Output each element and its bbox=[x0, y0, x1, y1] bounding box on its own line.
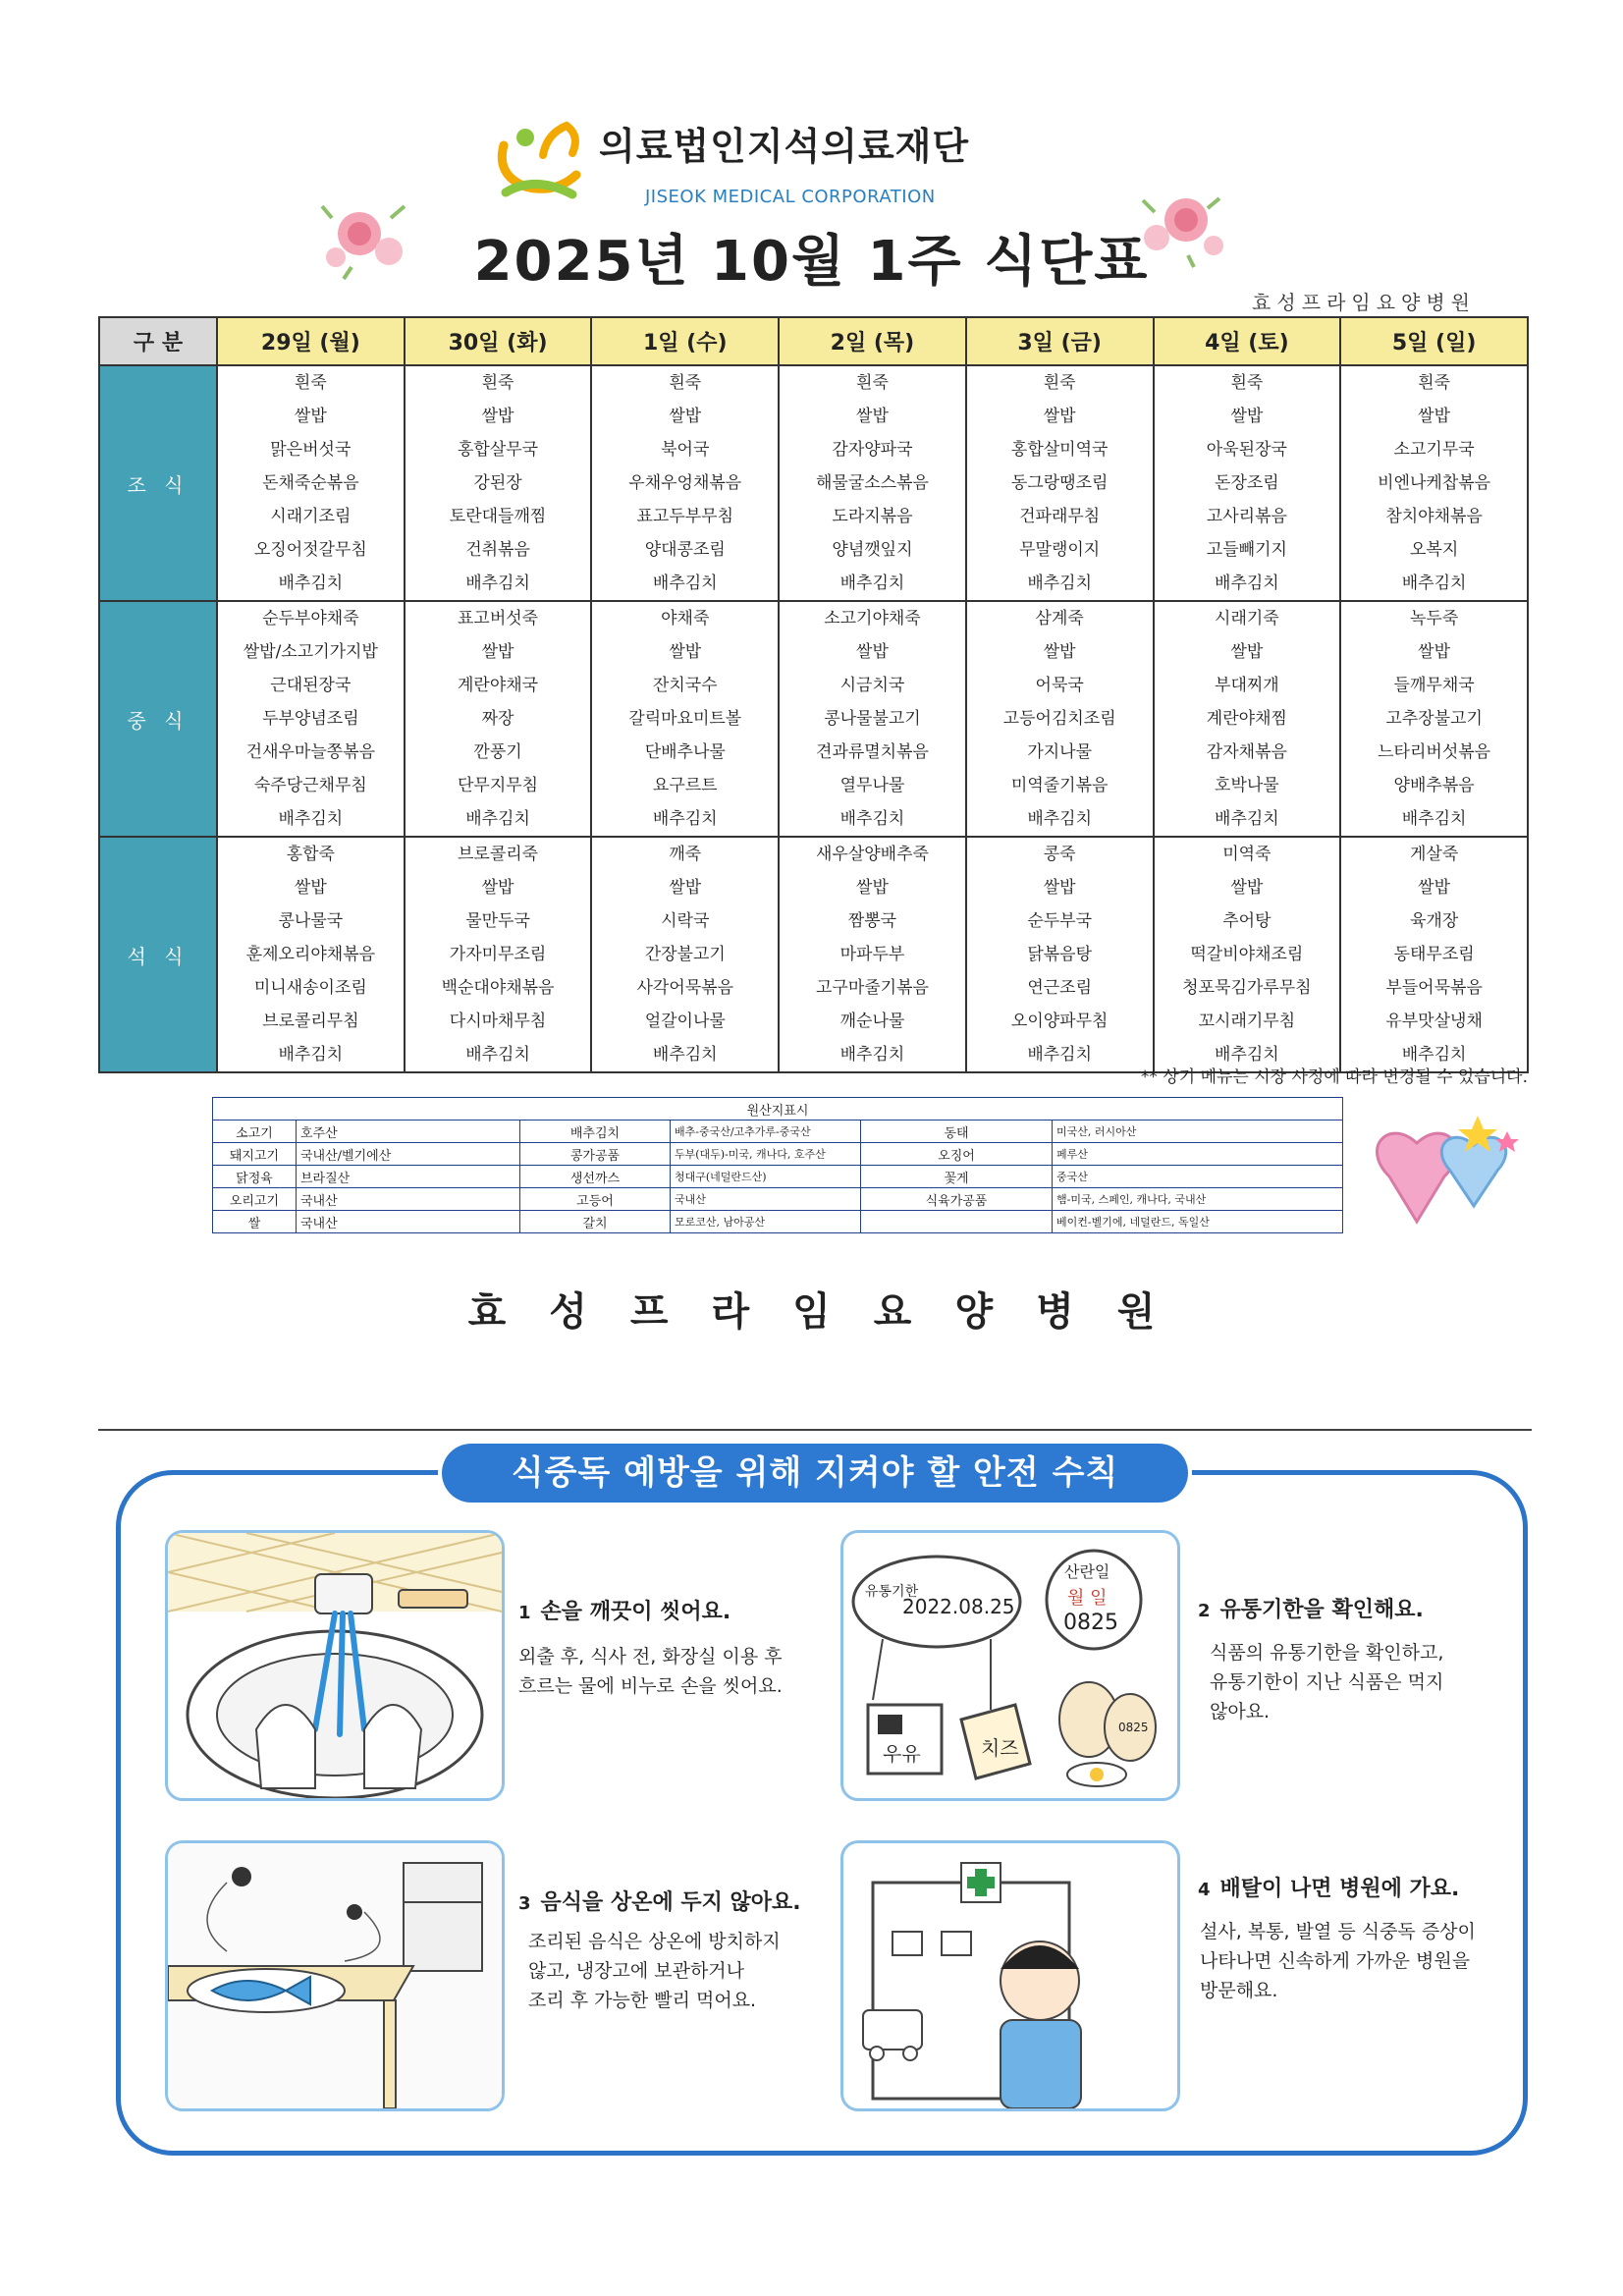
tip-2-number: 2 bbox=[1198, 1601, 1211, 1621]
laying-label: 산란일 bbox=[1064, 1562, 1110, 1581]
menu-cell bbox=[591, 365, 779, 601]
menu-item: 배추김치 bbox=[1401, 809, 1467, 829]
menu-cell bbox=[966, 601, 1154, 837]
menu-item: 배추김치 bbox=[652, 574, 718, 593]
menu-item: 미역죽 bbox=[1222, 845, 1271, 864]
tip-1-title-text: 손을 깨끗이 씻어요. bbox=[540, 1600, 731, 1624]
origin-country: 베이컨-벨기에, 네덜란드, 독일산 bbox=[1053, 1211, 1343, 1233]
menu-cell bbox=[779, 365, 966, 601]
tip-4-line: 나타나면 신속하게 가까운 병원을 bbox=[1200, 1950, 1471, 1972]
menu-item: 건파래무침 bbox=[1019, 507, 1101, 526]
menu-item: 콩죽 bbox=[1043, 845, 1076, 864]
food-safety-banner: 식중독 예방을 위해 지켜야 할 안전 수칙 bbox=[442, 1444, 1188, 1503]
origin-item: 쌀 bbox=[213, 1211, 297, 1233]
menu-item: 새우살양배추죽 bbox=[815, 845, 929, 864]
menu-item: 배추김치 bbox=[278, 1045, 344, 1065]
menu-item: 쌀밥 bbox=[1230, 878, 1264, 898]
menu-item: 고사리볶음 bbox=[1206, 507, 1287, 526]
tip-3-text bbox=[528, 1927, 781, 2015]
menu-item: 오이양파무침 bbox=[1010, 1011, 1109, 1031]
menu-item: 쌀밥 bbox=[1230, 642, 1264, 662]
menu-item: 가자미무조림 bbox=[449, 945, 547, 964]
menu-item: 육개장 bbox=[1409, 911, 1459, 931]
menu-item: 닭볶음탕 bbox=[1027, 945, 1093, 964]
milk-label: 우유 bbox=[883, 1742, 921, 1766]
menu-item: 흰죽 bbox=[481, 373, 514, 393]
menu-item: 동태무조림 bbox=[1393, 945, 1475, 964]
menu-item: 미역줄기볶음 bbox=[1010, 776, 1109, 795]
origin-item: 동태 bbox=[861, 1121, 1053, 1143]
day-header: 4일 (토) bbox=[1154, 317, 1341, 365]
menu-item: 콩나물불고기 bbox=[824, 709, 921, 729]
menu-item: 삼계죽 bbox=[1035, 609, 1084, 629]
menu-item: 배추김치 bbox=[278, 574, 344, 593]
menu-cell bbox=[779, 837, 966, 1072]
menu-item: 어묵국 bbox=[1035, 676, 1084, 695]
menu-item: 순두부국 bbox=[1027, 911, 1093, 931]
menu-item: 쌀밥 bbox=[856, 407, 889, 426]
tip-4-line: 설사, 복통, 발열 등 식중독 증상이 bbox=[1200, 1921, 1476, 1942]
menu-item: 배추김치 bbox=[465, 809, 530, 829]
meal-label: 중 식 bbox=[99, 601, 217, 837]
menu-item: 맑은버섯국 bbox=[270, 440, 352, 460]
menu-item: 감자채볶음 bbox=[1206, 742, 1287, 762]
tip-2-line: 유통기한이 지난 식품은 먹지 bbox=[1210, 1671, 1444, 1693]
origin-item: 소고기 bbox=[213, 1121, 297, 1143]
menu-item: 배추김치 bbox=[652, 809, 718, 829]
menu-cell bbox=[405, 365, 592, 601]
menu-item: 시래기죽 bbox=[1215, 609, 1279, 629]
menu-item: 훈제오리야채볶음 bbox=[245, 945, 376, 964]
expiry-date: 2022.08.25 bbox=[902, 1595, 1015, 1618]
origin-item: 꽃게 bbox=[861, 1166, 1053, 1188]
origin-table bbox=[212, 1097, 1343, 1233]
origin-item: 콩가공품 bbox=[520, 1143, 671, 1166]
origin-country: 브라질산 bbox=[297, 1166, 520, 1188]
menu-item: 게살죽 bbox=[1409, 845, 1459, 864]
menu-item: 단무지무침 bbox=[457, 776, 539, 795]
expiry-date-illustration-icon bbox=[840, 1530, 1180, 1801]
menu-cell bbox=[405, 837, 592, 1072]
menu-item: 쌀밥 bbox=[669, 642, 702, 662]
meal-row bbox=[99, 365, 1528, 601]
menu-item: 간장불고기 bbox=[644, 945, 726, 964]
menu-item: 사각어묵볶음 bbox=[636, 978, 734, 998]
origin-row bbox=[213, 1188, 1343, 1211]
menu-item: 건새우마늘쫑볶음 bbox=[245, 742, 376, 762]
menu-item: 요구르트 bbox=[652, 776, 718, 795]
menu-item: 고등어김치조림 bbox=[1002, 709, 1116, 729]
menu-cell bbox=[1340, 365, 1528, 601]
hospital-illustration-icon bbox=[840, 1840, 1180, 2111]
menu-item: 백순대야채볶음 bbox=[441, 978, 555, 998]
menu-item: 흰죽 bbox=[856, 373, 889, 393]
meal-row bbox=[99, 837, 1528, 1072]
origin-country: 호주산 bbox=[297, 1121, 520, 1143]
menu-item: 고추장불고기 bbox=[1385, 709, 1483, 729]
tip-3-number: 3 bbox=[518, 1893, 531, 1914]
menu-item: 돈장조림 bbox=[1215, 473, 1279, 493]
origin-item: 식육가공품 bbox=[861, 1188, 1053, 1211]
menu-item: 배추김치 bbox=[839, 1045, 905, 1065]
tip-4-title bbox=[1198, 1872, 1459, 1902]
menu-item: 시금치국 bbox=[839, 676, 905, 695]
origin-row bbox=[213, 1166, 1343, 1188]
menu-item: 쌀밥 bbox=[1418, 878, 1451, 898]
menu-item: 쌀밥 bbox=[1418, 407, 1451, 426]
menu-item: 쌀밥 bbox=[669, 407, 702, 426]
origin-country: 모로코산, 남아공산 bbox=[671, 1211, 861, 1233]
menu-item: 시락국 bbox=[661, 911, 710, 931]
menu-item: 들깨무채국 bbox=[1393, 676, 1475, 695]
menu-cell bbox=[591, 601, 779, 837]
origin-row bbox=[213, 1143, 1343, 1166]
tip-1-title bbox=[518, 1595, 730, 1625]
day-header: 2일 (목) bbox=[779, 317, 966, 365]
menu-item: 부들어묵볶음 bbox=[1385, 978, 1483, 998]
tip-1-line: 흐르는 물에 비누로 손을 씻어요. bbox=[518, 1675, 783, 1697]
origin-item: 닭정육 bbox=[213, 1166, 297, 1188]
menu-item: 배추김치 bbox=[465, 574, 530, 593]
menu-item: 고구마줄기볶음 bbox=[815, 978, 929, 998]
menu-item: 근대된장국 bbox=[270, 676, 352, 695]
menu-item: 두부양념조림 bbox=[262, 709, 359, 729]
expiry-label: 유통기한 bbox=[865, 1584, 919, 1600]
menu-item: 쌀밥 bbox=[481, 407, 514, 426]
menu-item: 배추김치 bbox=[1215, 574, 1279, 593]
origin-country: 미국산, 러시아산 bbox=[1053, 1121, 1343, 1143]
menu-item: 쌀밥 bbox=[294, 407, 327, 426]
menu-cell bbox=[591, 837, 779, 1072]
laying-md: 월 일 bbox=[1067, 1588, 1108, 1609]
tip-2-line: 식품의 유통기한을 확인하고, bbox=[1210, 1642, 1444, 1664]
menu-item: 우채우엉채볶음 bbox=[628, 473, 742, 493]
origin-item: 오징어 bbox=[861, 1143, 1053, 1166]
menu-item: 떡갈비야채조림 bbox=[1190, 945, 1304, 964]
menu-item: 배추김치 bbox=[1215, 809, 1279, 829]
origin-country: 배추-중국산/고추가루-중국산 bbox=[671, 1121, 861, 1143]
menu-item: 짜장 bbox=[481, 709, 514, 729]
menu-item: 쌀밥 bbox=[1418, 642, 1451, 662]
menu-item: 배추김치 bbox=[1027, 809, 1093, 829]
menu-item: 오복지 bbox=[1409, 540, 1459, 560]
tip-4-line: 방문해요. bbox=[1200, 1980, 1278, 2001]
menu-item: 비엔나케찹볶음 bbox=[1378, 473, 1491, 493]
menu-item: 양배추볶음 bbox=[1393, 776, 1475, 795]
menu-item: 미니새송이조림 bbox=[253, 978, 367, 998]
menu-item: 홍합살무국 bbox=[457, 440, 539, 460]
menu-item: 쌀밥 bbox=[669, 878, 702, 898]
menu-item: 배추김치 bbox=[652, 1045, 718, 1065]
menu-item: 오징어젓갈무침 bbox=[253, 540, 367, 560]
tip-3-line: 조리 후 가능한 빨리 먹어요. bbox=[528, 1990, 757, 2011]
meal-row bbox=[99, 601, 1528, 837]
day-header: 30일 (화) bbox=[405, 317, 592, 365]
page-title: 2025년 10월 1주 식단표 bbox=[473, 230, 1150, 294]
day-header: 5일 (일) bbox=[1340, 317, 1528, 365]
origin-country: 국내산/벨기에산 bbox=[297, 1143, 520, 1166]
menu-header-row bbox=[99, 317, 1528, 365]
menu-item: 물만두국 bbox=[465, 911, 530, 931]
origin-country: 페루산 bbox=[1053, 1143, 1343, 1166]
menu-item: 계란야채찜 bbox=[1206, 709, 1287, 729]
menu-cell bbox=[405, 601, 592, 837]
menu-item: 마파두부 bbox=[839, 945, 905, 964]
menu-item: 콩나물국 bbox=[278, 911, 344, 931]
menu-cell bbox=[217, 837, 405, 1072]
origin-item bbox=[861, 1211, 1053, 1233]
menu-item: 부대찌개 bbox=[1215, 676, 1279, 695]
menu-item: 야채죽 bbox=[661, 609, 710, 629]
menu-item: 소고기무국 bbox=[1393, 440, 1475, 460]
menu-item: 단배추나물 bbox=[644, 742, 726, 762]
menu-item: 양대콩조림 bbox=[644, 540, 726, 560]
menu-item: 동그랑땡조림 bbox=[1010, 473, 1109, 493]
origin-row bbox=[213, 1121, 1343, 1143]
tip-3-line: 조리된 음식은 상온에 방치하지 bbox=[528, 1931, 781, 1952]
divider bbox=[98, 1429, 1532, 1431]
tip-1-line: 외출 후, 식사 전, 화장실 이용 후 bbox=[518, 1646, 783, 1667]
menu-item: 짬뽕국 bbox=[847, 911, 897, 931]
menu-item: 무말랭이지 bbox=[1019, 540, 1101, 560]
origin-country: 국내산 bbox=[297, 1211, 520, 1233]
food-room-temperature-illustration-icon bbox=[165, 1840, 505, 2111]
corner-label: 구 분 bbox=[99, 317, 217, 365]
tip-1-number: 1 bbox=[518, 1603, 531, 1623]
menu-item: 배추김치 bbox=[1215, 1045, 1279, 1065]
origin-country: 두부(대두)-미국, 캐나다, 호주산 bbox=[671, 1143, 861, 1166]
origin-item: 갈치 bbox=[520, 1211, 671, 1233]
menu-item: 도라지볶음 bbox=[832, 507, 913, 526]
origin-country: 청대구(네덜란드산) bbox=[671, 1166, 861, 1188]
cheese-label: 치즈 bbox=[981, 1736, 1019, 1760]
menu-item: 홍합살미역국 bbox=[1010, 440, 1109, 460]
tip-2-line: 않아요. bbox=[1210, 1701, 1271, 1722]
menu-item: 가지나물 bbox=[1027, 742, 1093, 762]
menu-item: 쌀밥 bbox=[1043, 407, 1076, 426]
menu-item: 잔치국수 bbox=[652, 676, 718, 695]
menu-item: 느타리버섯볶음 bbox=[1378, 742, 1491, 762]
origin-country: 중국산 bbox=[1053, 1166, 1343, 1188]
menu-item: 아욱된장국 bbox=[1206, 440, 1287, 460]
hospital-name-small: 효성프라임요양병원 bbox=[1252, 291, 1476, 314]
menu-item: 쌀밥 bbox=[481, 642, 514, 662]
hearts-decoration-icon bbox=[1360, 1108, 1537, 1245]
menu-item: 깨순나물 bbox=[839, 1011, 905, 1031]
menu-item: 녹두죽 bbox=[1409, 609, 1459, 629]
menu-item: 배추김치 bbox=[1401, 1045, 1467, 1065]
menu-item: 흰죽 bbox=[669, 373, 702, 393]
day-header: 29일 (월) bbox=[217, 317, 405, 365]
menu-item: 쌀밥/소고기가지밥 bbox=[243, 642, 378, 662]
menu-item: 강된장 bbox=[473, 473, 522, 493]
menu-item: 돈채죽순볶음 bbox=[262, 473, 359, 493]
menu-item: 시래기조림 bbox=[270, 507, 352, 526]
menu-item: 해물굴소스볶음 bbox=[815, 473, 929, 493]
menu-item: 감자양파국 bbox=[832, 440, 913, 460]
menu-item: 얼갈이나물 bbox=[644, 1011, 726, 1031]
menu-cell bbox=[1154, 601, 1341, 837]
menu-item: 쌀밥 bbox=[1043, 878, 1076, 898]
menu-item: 숙주당근채무침 bbox=[253, 776, 367, 795]
menu-item: 유부맛살냉채 bbox=[1385, 1011, 1483, 1031]
menu-item: 쌀밥 bbox=[1043, 642, 1076, 662]
menu-item: 연근조림 bbox=[1027, 978, 1093, 998]
menu-item: 배추김치 bbox=[839, 574, 905, 593]
menu-cell bbox=[1340, 601, 1528, 837]
egg-code: 0825 bbox=[1118, 1721, 1149, 1734]
tip-3-title bbox=[518, 1886, 801, 1916]
origin-country: 국내산 bbox=[671, 1188, 861, 1211]
tip-1-text bbox=[518, 1642, 783, 1701]
menu-item: 양념깻잎지 bbox=[832, 540, 913, 560]
menu-item: 꼬시래기무침 bbox=[1198, 1011, 1296, 1031]
menu-item: 고들빼기지 bbox=[1206, 540, 1287, 560]
menu-item: 배추김치 bbox=[839, 809, 905, 829]
menu-change-note: ** 상기 메뉴는 시장 사정에 따라 변경될 수 있습니다. bbox=[1140, 1067, 1528, 1087]
weekly-menu-table bbox=[98, 316, 1529, 1073]
menu-item: 표고버섯죽 bbox=[457, 609, 539, 629]
origin-item: 고등어 bbox=[520, 1188, 671, 1211]
origin-item: 생선까스 bbox=[520, 1166, 671, 1188]
menu-item: 추어탕 bbox=[1222, 911, 1271, 931]
org-name: 의료법인지석의료재단 bbox=[599, 125, 970, 168]
menu-cell bbox=[1340, 837, 1528, 1072]
menu-item: 배추김치 bbox=[1401, 574, 1467, 593]
menu-cell bbox=[1154, 837, 1341, 1072]
menu-item: 호박나물 bbox=[1215, 776, 1279, 795]
menu-item: 토란대들깨찜 bbox=[449, 507, 547, 526]
menu-item: 깨죽 bbox=[669, 845, 702, 864]
tip-4-number: 4 bbox=[1198, 1880, 1211, 1900]
tip-4-text bbox=[1200, 1917, 1476, 2005]
origin-item: 오리고기 bbox=[213, 1188, 297, 1211]
day-header: 1일 (수) bbox=[591, 317, 779, 365]
menu-item: 청포묵김가루무침 bbox=[1182, 978, 1312, 998]
menu-item: 갈릭마요미트볼 bbox=[628, 709, 742, 729]
menu-item: 쌀밥 bbox=[856, 642, 889, 662]
menu-item: 다시마채무침 bbox=[449, 1011, 547, 1031]
meal-label: 조 식 bbox=[99, 365, 217, 601]
menu-cell bbox=[779, 601, 966, 837]
origin-item: 배추김치 bbox=[520, 1121, 671, 1143]
menu-item: 쌀밥 bbox=[294, 878, 327, 898]
tip-3-line: 않고, 냉장고에 보관하거나 bbox=[528, 1960, 745, 1982]
meal-label: 석 식 bbox=[99, 837, 217, 1072]
origin-country: 햄-미국, 스페인, 캐나다, 국내산 bbox=[1053, 1188, 1343, 1211]
day-header: 3일 (금) bbox=[966, 317, 1154, 365]
tip-4-title-text: 배탈이 나면 병원에 가요. bbox=[1219, 1877, 1460, 1901]
hand-washing-illustration-icon bbox=[165, 1530, 505, 1801]
origin-row bbox=[213, 1211, 1343, 1233]
menu-item: 배추김치 bbox=[1027, 574, 1093, 593]
menu-item: 흰죽 bbox=[1230, 373, 1264, 393]
menu-item: 흰죽 bbox=[1043, 373, 1076, 393]
origin-table-wrap bbox=[212, 1097, 1343, 1233]
menu-item: 북어국 bbox=[661, 440, 710, 460]
origin-item: 돼지고기 bbox=[213, 1143, 297, 1166]
menu-item: 참치야채볶음 bbox=[1385, 507, 1483, 526]
menu-item: 배추김치 bbox=[1027, 1045, 1093, 1065]
menu-item: 브로콜리무침 bbox=[262, 1011, 359, 1031]
menu-item: 건취볶음 bbox=[465, 540, 530, 560]
menu-cell bbox=[217, 601, 405, 837]
menu-item: 쌀밥 bbox=[856, 878, 889, 898]
menu-item: 배추김치 bbox=[278, 809, 344, 829]
menu-cell bbox=[966, 365, 1154, 601]
laying-code: 0825 bbox=[1063, 1611, 1118, 1635]
menu-item: 열무나물 bbox=[839, 776, 905, 795]
menu-item: 깐풍기 bbox=[473, 742, 522, 762]
tip-3-title-text: 음식을 상온에 두지 않아요. bbox=[540, 1890, 801, 1915]
origin-title: 원산지표시 bbox=[213, 1098, 1343, 1121]
menu-item: 브로콜리죽 bbox=[457, 845, 539, 864]
menu-item: 배추김치 bbox=[465, 1045, 530, 1065]
tip-2-text bbox=[1210, 1638, 1443, 1726]
menu-item: 홍합죽 bbox=[286, 845, 335, 864]
menu-item: 소고기야채죽 bbox=[824, 609, 921, 629]
menu-item: 견과류멸치볶음 bbox=[815, 742, 929, 762]
menu-item: 쌀밥 bbox=[1230, 407, 1264, 426]
menu-item: 표고두부무침 bbox=[636, 507, 734, 526]
tip-2-title bbox=[1198, 1593, 1424, 1623]
jiseok-logo-icon bbox=[486, 116, 594, 206]
menu-cell bbox=[217, 365, 405, 601]
origin-country: 국내산 bbox=[297, 1188, 520, 1211]
org-english-name: JISEOK MEDICAL CORPORATION bbox=[645, 187, 936, 207]
menu-item: 쌀밥 bbox=[481, 878, 514, 898]
menu-cell bbox=[966, 837, 1154, 1072]
menu-cell bbox=[1154, 365, 1341, 601]
menu-item: 계란야채국 bbox=[457, 676, 539, 695]
menu-item: 순두부야채죽 bbox=[262, 609, 359, 629]
menu-item: 흰죽 bbox=[294, 373, 327, 393]
tip-2-title-text: 유통기한을 확인해요. bbox=[1219, 1598, 1424, 1622]
footer-hospital-name: 효성프라임요양병원 bbox=[467, 1289, 1199, 1335]
menu-item: 흰죽 bbox=[1418, 373, 1451, 393]
